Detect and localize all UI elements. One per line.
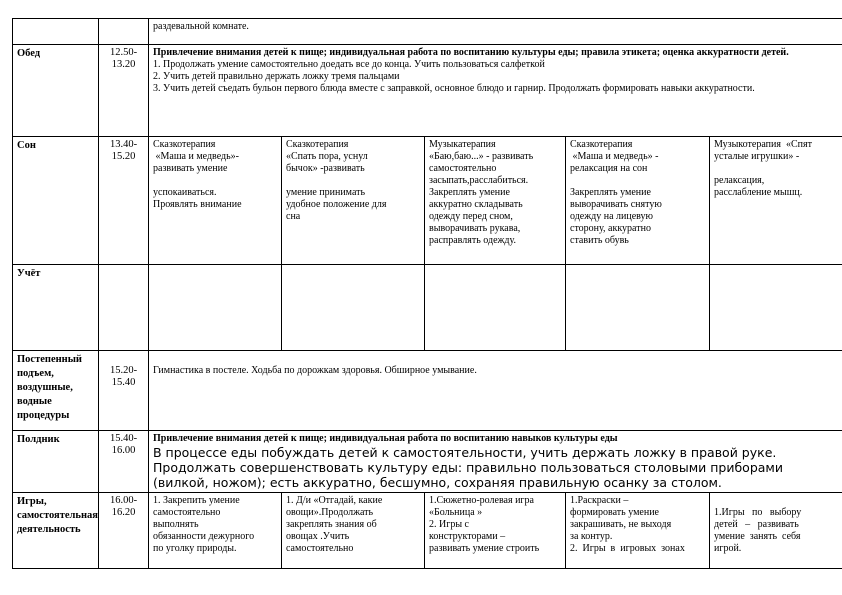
cell-line: овощах .Учить [286,531,350,542]
lunch-heading: Привлечение внимания детей к пище; индивидуальная работа по воспитанию культуры еды; правила этикета; оценка аккуратности детей. [153,47,789,58]
table-row [13,19,842,45]
cell-line: расслабление мышц. [714,187,803,198]
cell-line: 2. Игры с [429,519,469,530]
cell-line: засыпать,расслабиться. [429,175,529,186]
cell-line: умение принимать [286,187,366,198]
cell-line: Закреплять умение [429,187,510,198]
lunch-item: 3. Учить детей съедать бульон первого блюда вместе с заправкой, основное блюдо и гарнир. Продолжать формировать навыки аккуратности. [153,83,755,94]
snack-text: В процессе еды побуждать детей к самостоятельности, учить держать ложку в правой руке. Продолжать совершенствовать культуру еды: правильно пользоваться столовыми приборами (вилкой, ножом); есть аккуратно, бесшумно, сохраняя правильную осанку за столом. [153,445,783,490]
cell-line: релаксация на сон [570,163,648,174]
cell-line: закреплять знания об [286,519,377,530]
games-cell [149,493,282,569]
cell-line: Сказкотерапия [153,139,216,150]
empty-cell [710,265,842,351]
cell-line: «Больница » [429,507,483,518]
lunch-item: 2. Учить детей правильно держать ложку тремя пальцами [153,71,400,82]
content-cell [149,19,842,45]
cell-line: выворачивать снятую [570,199,662,210]
cell-line: обязанности дежурного [153,531,255,542]
wake-text: Гимнастика в постеле. Ходьба по дорожкам здоровья. Обширное умывание. [153,365,477,376]
cell-line: конструкторами – [429,531,506,542]
cell-line: Музыкатерапия [429,139,496,150]
lunch-content [149,45,842,137]
cell-line: 1.Игры по выбору [714,507,802,518]
row-label-wake: Постепенный подъем, воздушные, водные процедуры [13,351,99,431]
games-cell [710,493,842,569]
row-time-games: 16.00- 16.20 [99,493,149,569]
time-cell [99,19,149,45]
row-time-sleep: 13.40- 15.20 [99,137,149,265]
sleep-cell [282,137,425,265]
row-time-snack: 15.40- 16.00 [99,431,149,493]
cell-line: «Баю,баю...» - развивать [429,151,534,162]
cell-line: 1.Раскраски – [570,495,629,506]
cell-line: усталые игрушки» - [714,151,800,162]
cell-line: сторону, аккуратно [570,223,651,234]
schedule-table [12,18,842,569]
row-label-record: Учёт [13,265,99,351]
cell-line: по уголку природы. [153,543,237,554]
cell-line: Проявлять внимание [153,199,242,210]
cell-line: одежду перед сном, [429,211,513,222]
table-row [13,493,842,569]
snack-heading: Привлечение внимания детей к пище; индивидуальная работа по воспитанию навыков культуры еды [153,433,618,444]
empty-cell [425,265,566,351]
cell-line: самостоятельно [153,507,221,518]
empty-cell [149,265,282,351]
cell-line: успокаиваться. [153,187,217,198]
table-row [13,351,842,431]
cell-line: Музыкотерапия «Спят [714,139,812,150]
cell-line: овощи».Продолжать [286,507,374,518]
empty-cell [282,265,425,351]
sleep-cell [710,137,842,265]
cell-line: Сказкотерапия [286,139,349,150]
cell-line: «Маша и медведь» - [570,151,659,162]
row-label-lunch: Обед [13,45,99,137]
cell-line: детей – развивать [714,519,799,530]
cell-line: одежду на лицевую [570,211,654,222]
cell-line: развивать умение [153,163,228,174]
sleep-cell [149,137,282,265]
snack-content [149,431,842,493]
cell-line: выворачивать рукава, [429,223,521,234]
cell-line: ставить обувь [570,235,629,246]
sleep-cell [566,137,710,265]
cell-line: расправлять одежду. [429,235,517,246]
row-label-snack: Полдник [13,431,99,493]
row-time-lunch: 12.50- 13.20 [99,45,149,137]
cell-line: 1. Д/и «Отгадай, какие [286,495,383,506]
row-label-sleep: Сон [13,137,99,265]
cell-line: закрашивать, не выходя [570,519,672,530]
row-time-wake: 15.20- 15.40 [99,351,149,431]
cell-line: формировать умение [570,507,659,518]
cell-line: 1.Сюжетно-ролевая игра [429,495,534,506]
table-row [13,45,842,137]
row-label-games: Игры, самостоятельная деятельность [13,493,99,569]
cell-line: 1. Закрепить умение [153,495,240,506]
games-cell [425,493,566,569]
cell-line: релаксация, [714,175,765,186]
label-cell [13,19,99,45]
table-row [13,137,842,265]
wake-content [149,351,842,431]
cell-line: развивать умение строить [429,543,540,554]
games-cell [566,493,710,569]
cell-line: самостоятельно [286,543,354,554]
table-row [13,431,842,493]
cell-line: сна [286,211,301,222]
cell-line: игрой. [714,543,742,554]
sleep-cell [425,137,566,265]
cell-line: бычок» -развивать [286,163,365,174]
cell-line: выполнять [153,519,199,530]
cell-line: «Спать пора, уснул [286,151,368,162]
top-text: раздевальной комнате. [153,21,249,32]
empty-cell [566,265,710,351]
games-cell [282,493,425,569]
cell-line: «Маша и медведь»- [153,151,239,162]
cell-line: Закреплять умение [570,187,651,198]
cell-line: за контур. [570,531,613,542]
cell-line: удобное положение для [286,199,387,210]
cell-line: Сказкотерапия [570,139,633,150]
empty-cell [99,265,149,351]
cell-line: самостоятельно [429,163,497,174]
cell-line: умение занять себя [714,531,801,542]
cell-line: аккуратно складывать [429,199,523,210]
cell-line: 2. Игры в игровых зонах [570,543,685,554]
table-row [13,265,842,351]
lunch-item: 1. Продолжать умение самостоятельно доедать все до конца. Учить пользоваться салфеткой [153,59,545,70]
